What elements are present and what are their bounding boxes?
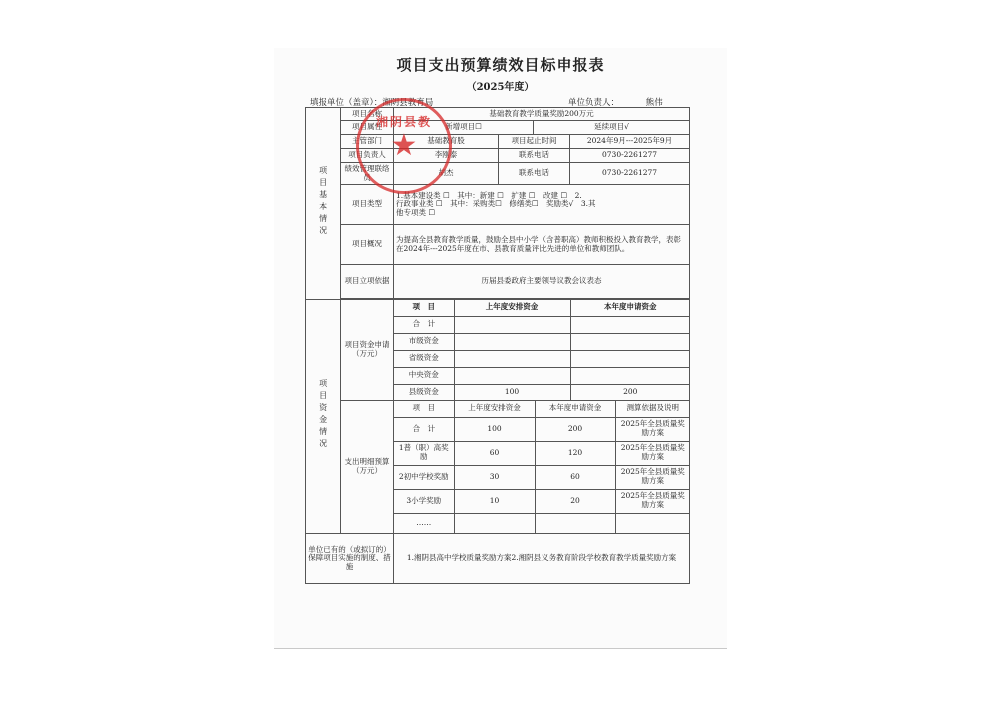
stamp-text: 湘阴县教 bbox=[375, 115, 432, 129]
name-value: 基础教育教学质量奖励200万元 bbox=[394, 108, 690, 121]
detail-row-basis bbox=[615, 513, 690, 533]
unit-label: 填报单位（盖章）： bbox=[310, 98, 383, 108]
detail-col-last: 上年度安排资金 bbox=[454, 401, 535, 417]
apply-row-last bbox=[454, 367, 570, 384]
guarantee-value: 1.湘阴县高中学校质量奖励方案2.湘阴县义务教育阶段学校教育教学质量奖励方案 bbox=[394, 534, 690, 584]
detail-row-name: 3小学奖励 bbox=[394, 489, 454, 513]
detail-row-this: 120 bbox=[535, 441, 615, 465]
name-label: 项目名称 bbox=[341, 108, 394, 121]
overview-label: 项目概况 bbox=[341, 225, 394, 265]
apply-row-last bbox=[454, 350, 570, 367]
detail-row-this: 60 bbox=[535, 465, 615, 489]
leader-label: 项目负责人 bbox=[341, 149, 394, 163]
type-value bbox=[394, 185, 690, 225]
type-line-3: 他专项类 ☐ bbox=[396, 207, 436, 217]
phone-label-1: 联系电话 bbox=[499, 149, 570, 163]
basis-label: 项目立项依据 bbox=[341, 265, 394, 299]
detail-row-name: 合 计 bbox=[394, 417, 454, 441]
apply-row-last bbox=[454, 316, 570, 333]
guarantee-label: 单位已有的（或拟订的）保障项目实施的制度、措施 bbox=[306, 534, 394, 584]
apply-row-last: 100 bbox=[454, 384, 570, 400]
dept-label: 主管部门 bbox=[341, 135, 394, 149]
apply-row-name: 县级资金 bbox=[394, 384, 454, 400]
type-line-2: 行政事业类 ☐ 其中：采购类☐ 修缮类☐ 奖励类√ 3.其 bbox=[396, 199, 596, 209]
form-sheet bbox=[274, 48, 727, 649]
budget-table bbox=[305, 107, 690, 584]
apply-row-this: 200 bbox=[570, 384, 690, 400]
section-basic: 项目基本情况 bbox=[306, 108, 341, 300]
apply-row-this bbox=[570, 367, 690, 384]
phone-value-2: 0730-2261277 bbox=[570, 163, 690, 185]
head-label: 单位负责人： bbox=[568, 98, 620, 108]
perf-value: 胡杰 bbox=[394, 163, 499, 185]
apply-row-this bbox=[570, 350, 690, 367]
apply-row-this bbox=[570, 333, 690, 350]
apply-col-this: 本年度申请资金 bbox=[570, 300, 690, 316]
detail-label: 支出明细预算（万元） bbox=[341, 401, 394, 534]
detail-row-last: 60 bbox=[454, 441, 535, 465]
detail-col-item: 项 目 bbox=[394, 401, 454, 417]
unit-value: 湘阴县教育局 bbox=[382, 98, 434, 108]
phone-label-2: 联系电话 bbox=[499, 163, 570, 185]
detail-col-this: 本年度申请资金 bbox=[535, 401, 615, 417]
dept-value: 基础教育股 bbox=[394, 135, 499, 149]
type-label: 项目类型 bbox=[341, 185, 394, 225]
detail-table bbox=[394, 401, 690, 533]
detail-row-basis: 2025年全县质量奖励方案 bbox=[615, 441, 690, 465]
perf-label: 绩效管理联络员 bbox=[341, 163, 394, 185]
detail-row-name: …… bbox=[394, 513, 454, 533]
detail-row-last: 10 bbox=[454, 489, 535, 513]
head-value: 熊伟 bbox=[645, 98, 663, 108]
apply-col-item: 项 目 bbox=[394, 300, 454, 316]
detail-row-basis: 2025年全县质量奖励方案 bbox=[615, 465, 690, 489]
apply-table bbox=[394, 300, 690, 400]
form-title: 项目支出预算绩效目标申报表 bbox=[396, 56, 605, 74]
time-value: 2024年9月---2025年9月 bbox=[570, 135, 690, 149]
apply-label: 项目资金申请（万元） bbox=[341, 300, 394, 401]
detail-col-basis: 测算依据及说明 bbox=[615, 401, 690, 417]
detail-row-last bbox=[454, 513, 535, 533]
attr-new: 新增项目☐ bbox=[394, 121, 534, 135]
detail-row-last: 100 bbox=[454, 417, 535, 441]
detail-row-last: 30 bbox=[454, 465, 535, 489]
form-year: （2025年度） bbox=[466, 82, 535, 93]
apply-row-last bbox=[454, 333, 570, 350]
detail-row-this bbox=[535, 513, 615, 533]
apply-row-name: 中央资金 bbox=[394, 367, 454, 384]
time-label: 项目起止时间 bbox=[499, 135, 570, 149]
section-funds: 项目资金情况 bbox=[306, 300, 341, 534]
phone-value-1: 0730-2261277 bbox=[570, 149, 690, 163]
apply-row-name: 合 计 bbox=[394, 316, 454, 333]
overview-value: 为提高全县教育教学质量，鼓励全县中小学（含普职高）教师积极投入教育教学，表彰在2024年---2025年度在市、县教育质量评比先进的单位和教师团队。 bbox=[394, 225, 690, 265]
detail-row-name: 2初中学校奖励 bbox=[394, 465, 454, 489]
attr-continue: 延续项目√ bbox=[534, 121, 690, 135]
attr-label: 项目属性 bbox=[341, 121, 394, 135]
basis-value: 历届县委政府主要领导议教会议表态 bbox=[394, 265, 690, 299]
detail-row-this: 200 bbox=[535, 417, 615, 441]
detail-row-name: 1普（职）高奖励 bbox=[394, 441, 454, 465]
apply-row-name: 市级资金 bbox=[394, 333, 454, 350]
detail-row-this: 20 bbox=[535, 489, 615, 513]
type-line-1: 1.基本建设类 ☐ 其中：新建 ☐ 扩建 ☐ 改建 ☐ 2. bbox=[396, 190, 582, 200]
stamp-star-icon: ★ bbox=[390, 128, 418, 163]
apply-row-this bbox=[570, 316, 690, 333]
leader-value: 李刚泰 bbox=[394, 149, 499, 163]
apply-row-name: 省级资金 bbox=[394, 350, 454, 367]
detail-row-basis: 2025年全县质量奖励方案 bbox=[615, 417, 690, 441]
detail-row-basis: 2025年全县质量奖励方案 bbox=[615, 489, 690, 513]
apply-col-last: 上年度安排资金 bbox=[454, 300, 570, 316]
